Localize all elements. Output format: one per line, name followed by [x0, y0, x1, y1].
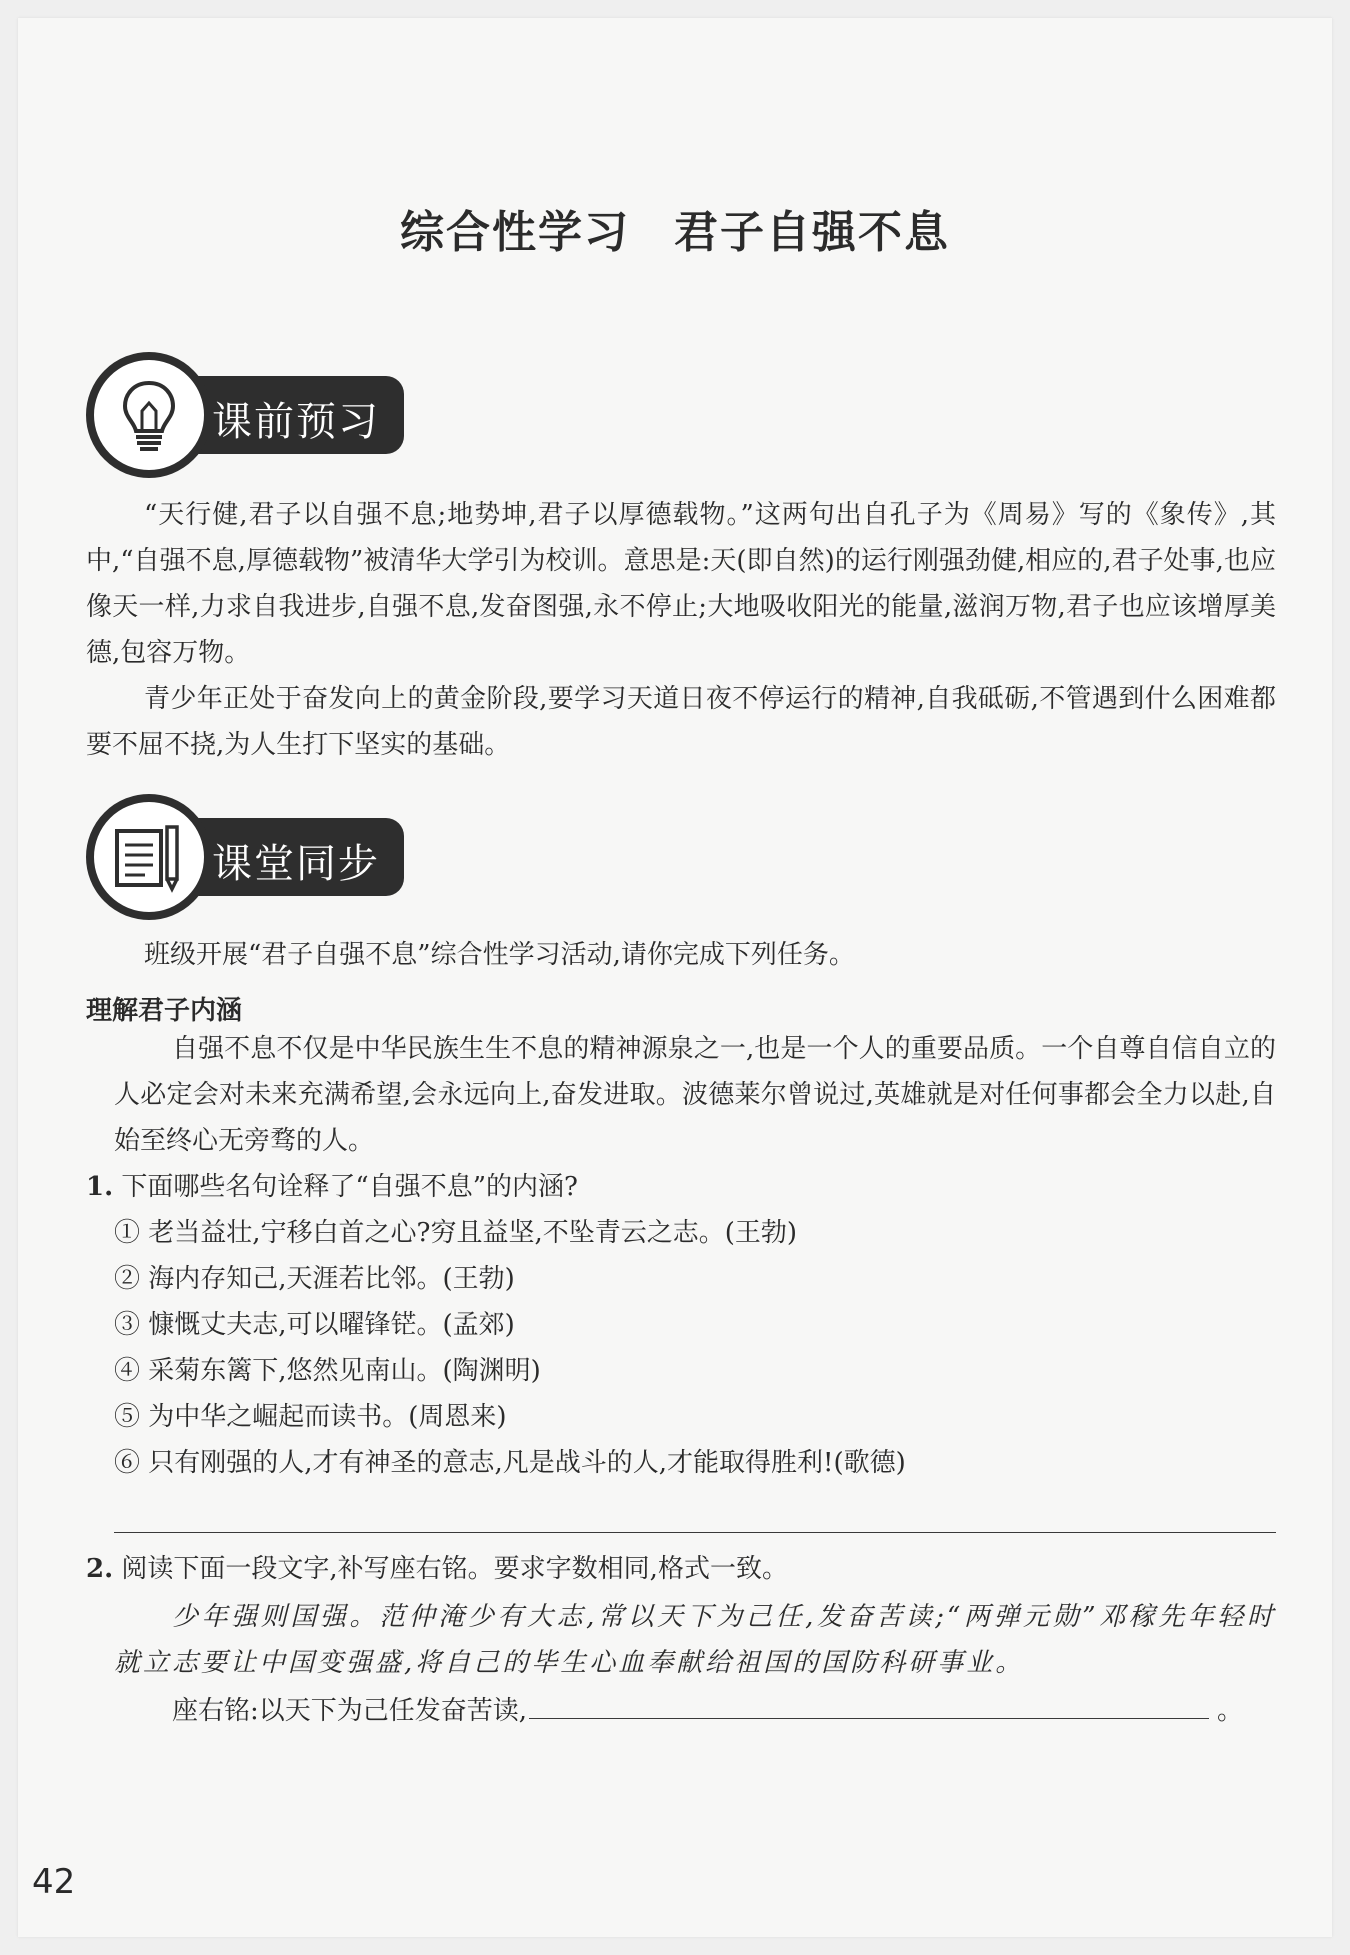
motto-prefix: 座右铭:以天下为己任发奋苦读, [172, 1696, 528, 1726]
lightbulb-icon [86, 352, 212, 478]
q1-option-1: ① 老当益壮,宁移白首之心?穷且益坚,不坠青云之志。(王勃) [114, 1218, 798, 1248]
question-1-text: 下面哪些名句诠释了“自强不息”的内涵? [121, 1172, 578, 1202]
answer-line-q1[interactable] [114, 1532, 1276, 1533]
q1-option-5: ⑤ 为中华之崛起而读书。(周恩来) [114, 1402, 507, 1432]
section-label-preview: 课前预习 [212, 399, 380, 445]
q1-option-2: ② 海内存知己,天涯若比邻。(王勃) [114, 1264, 515, 1294]
preview-paragraph-1: “天行健,君子以自强不息;地势坤,君子以厚德载物。”这两句出自孔子为《周易》写的《象传》,其中,“自强不息,厚德载物”被清华大学引为校训。意思是:天(即自然)的运行刚强劲健,相应的,君子处事,也应像天一样,力求自我进步,自强不息,发奋图强,永不停止;大地吸收阳光的能量,滋润万物,君子也应该增厚美德,包容万物。 [86, 500, 1276, 668]
q2-motto-line [172, 1688, 1276, 1734]
question-1 [86, 1164, 1276, 1210]
classroom-intro: 班级开展“君子自强不息”综合性学习活动,请你完成下列任务。 [144, 940, 855, 970]
preview-paragraph-2: 青少年正处于奋发向上的黄金阶段,要学习天道日夜不停运行的精神,自我砥砺,不管遇到什么困难都要不屈不挠,为人生打下坚实的基础。 [86, 684, 1276, 760]
page-number: 42 [32, 1862, 76, 1902]
page-title [0, 196, 1350, 260]
question-2 [86, 1546, 1276, 1592]
question-2-number: 2. [86, 1554, 114, 1584]
subheading-understand: 理解君子内涵 [86, 996, 243, 1026]
title-part2: 君子自强不息 [674, 207, 950, 258]
section-header-preview [86, 352, 406, 478]
section-header-classroom [86, 794, 406, 920]
classroom-passage: 自强不息不仅是中华民族生生不息的精神源泉之一,也是一个人的重要品质。一个自尊自信自立的人必定会对未来充满希望,会永远向上,奋发进取。波德莱尔曾说过,英雄就是对任何事都会全力以赴,自始至终心无旁骛的人。 [114, 1034, 1276, 1156]
q1-option-6: ⑥ 只有刚强的人,才有神圣的意志,凡是战斗的人,才能取得胜利!(歌德) [114, 1448, 906, 1478]
motto-end: 。 [1217, 1696, 1244, 1726]
section-label-classroom: 课堂同步 [212, 841, 380, 887]
question-2-text: 阅读下面一段文字,补写座右铭。要求字数相同,格式一致。 [121, 1554, 788, 1584]
title-part1: 综合性学习 [400, 207, 630, 258]
q1-option-4: ④ 采菊东篱下,悠然见南山。(陶渊明) [114, 1356, 541, 1386]
motto-answer-blank[interactable] [529, 1688, 1209, 1719]
notebook-pen-icon [86, 794, 212, 920]
question-1-number: 1. [86, 1172, 114, 1202]
q2-passage: 少年强则国强。范仲淹少有大志,常以天下为己任,发奋苦读;“两弹元勋”邓稼先年轻时就立志要让中国变强盛,将自己的毕生心血奉献给祖国的国防科研事业。 [114, 1602, 1276, 1678]
q1-option-3: ③ 慷慨丈夫志,可以曜锋铓。(孟郊) [114, 1310, 515, 1340]
